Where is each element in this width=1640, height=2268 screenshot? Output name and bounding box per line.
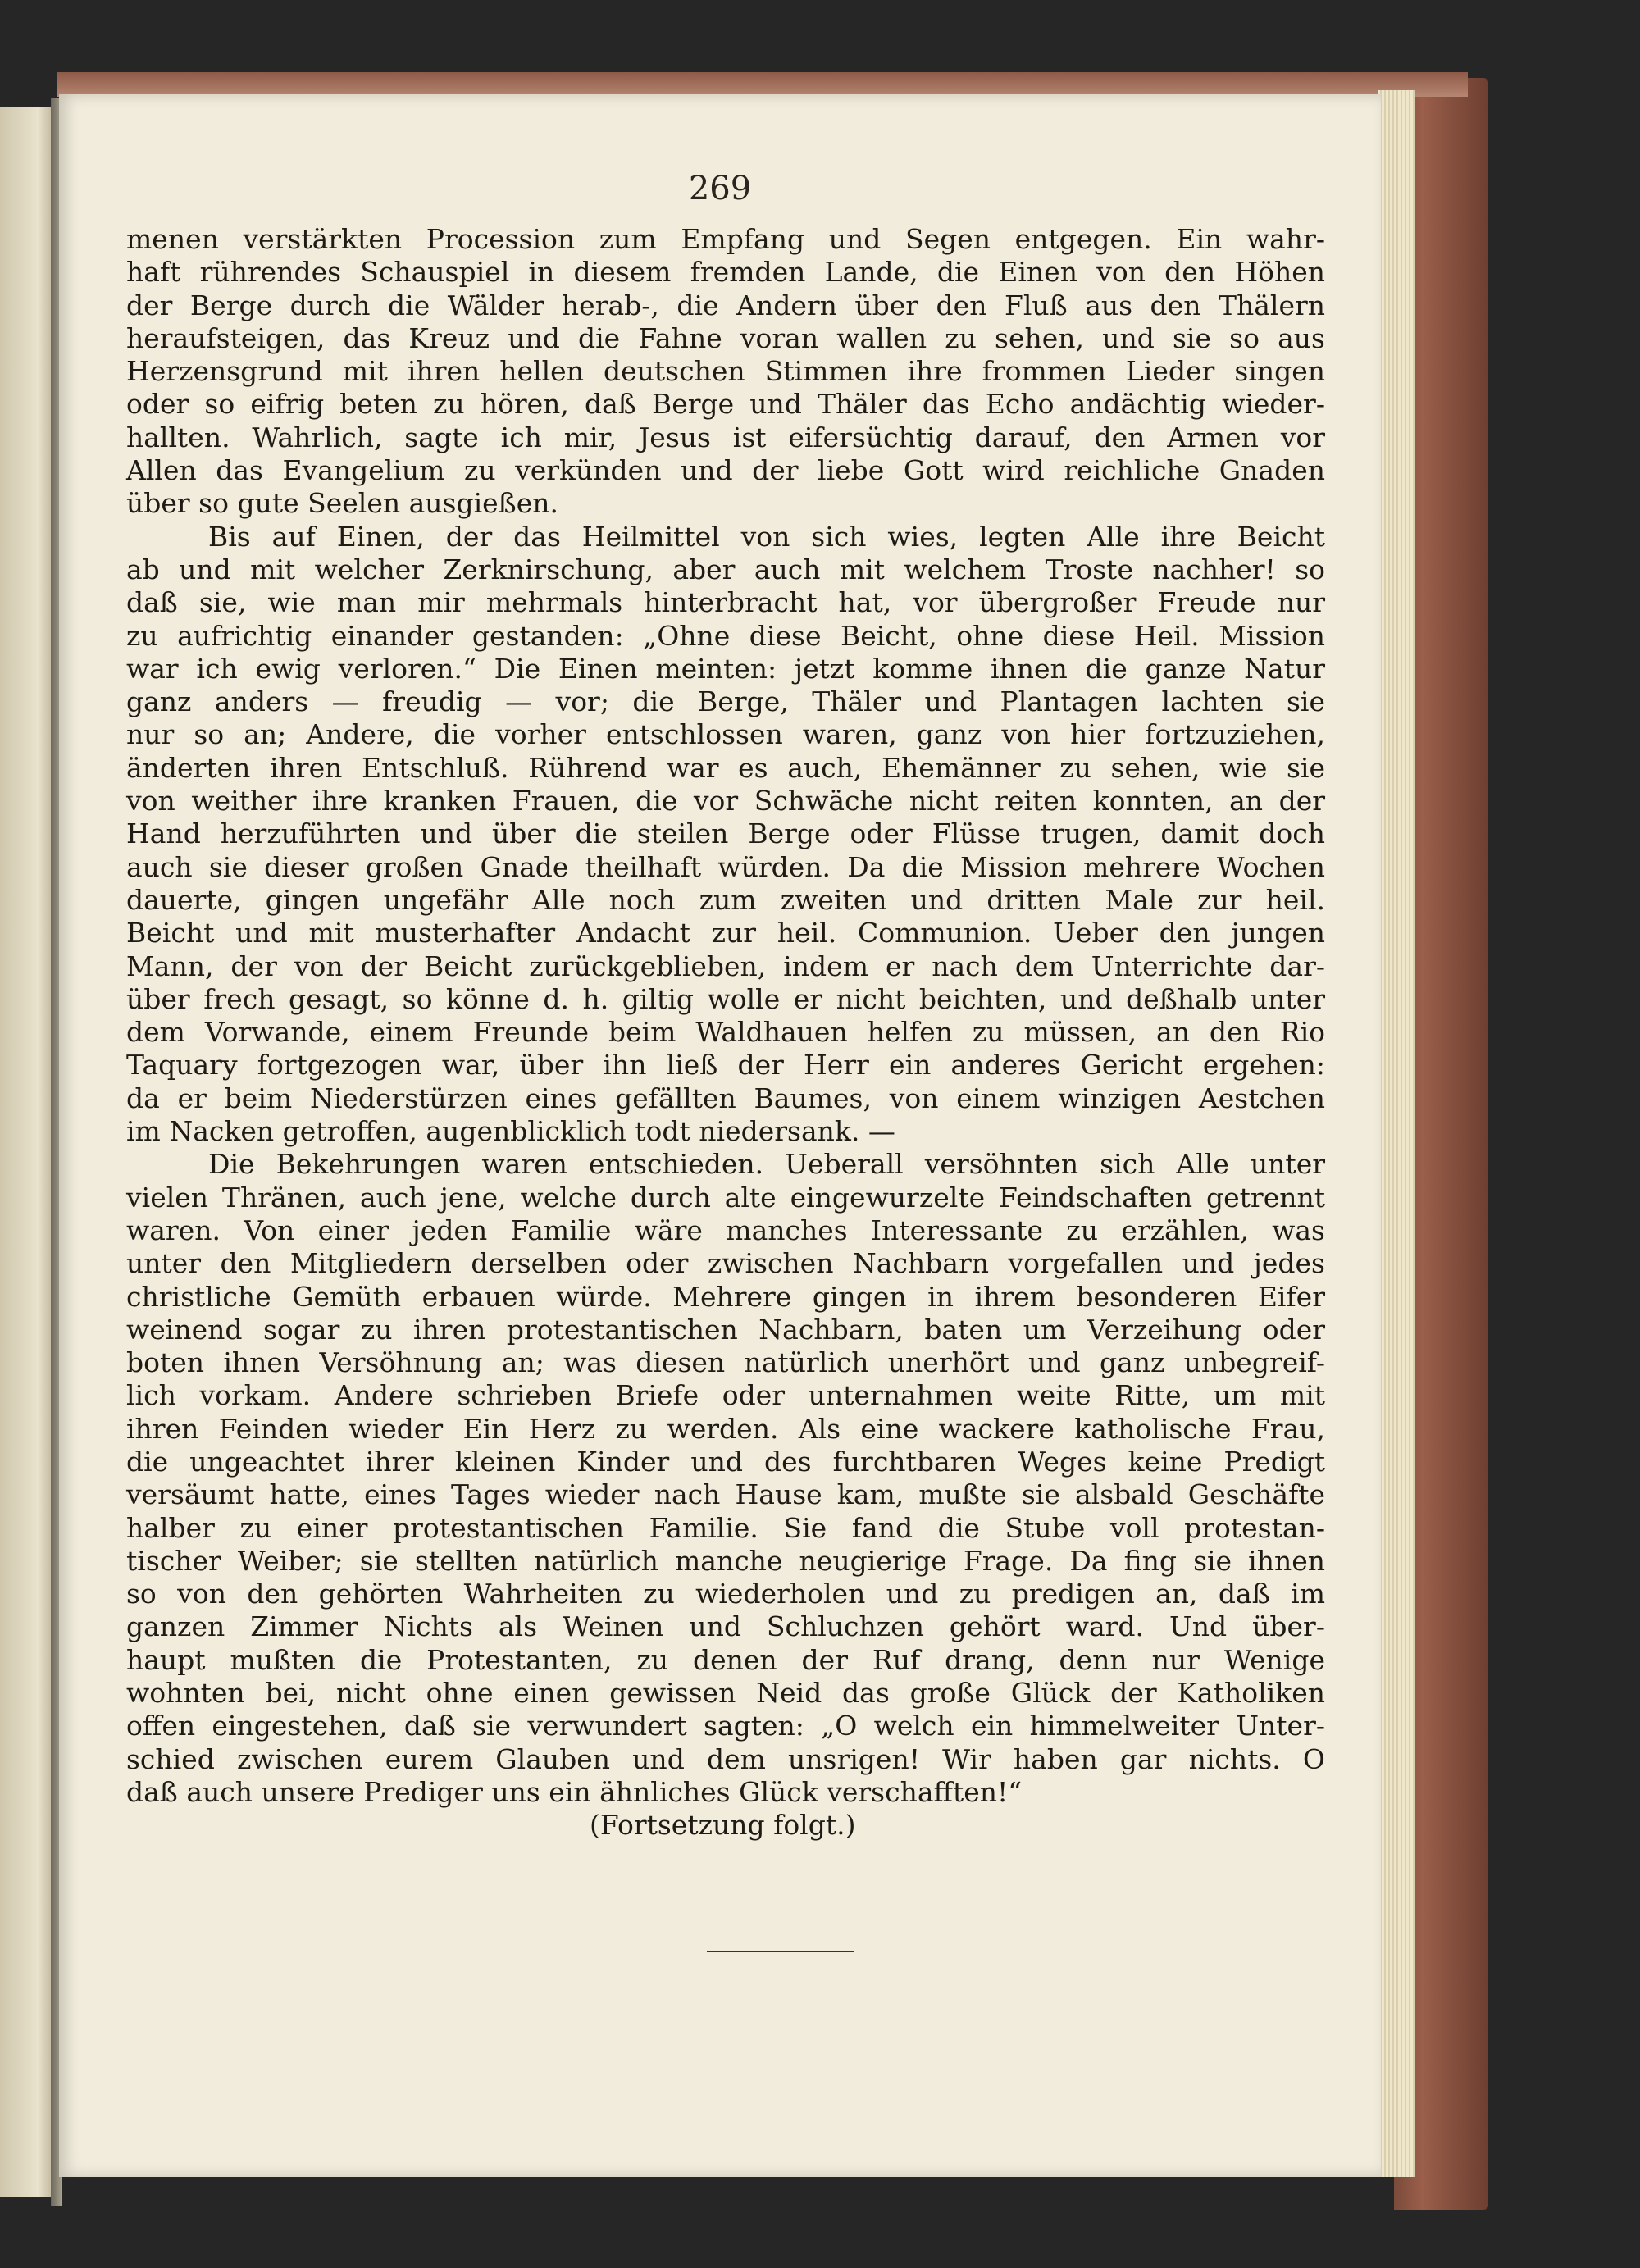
text-line: waren. Von einer jeden Familie wäre manches Interessante zu erzählen, was	[126, 1214, 1325, 1246]
text-line: ganz anders — freudig — vor; die Berge, Thäler und Plantagen lachten sie	[126, 685, 1325, 718]
text-line: im Nacken getroffen, augenblicklich todt niedersank. —	[126, 1115, 895, 1148]
page-block-edge	[1378, 90, 1414, 2177]
text-line: Herzensgrund mit ihren hellen deutschen Stimmen ihre frommen Lieder singen	[126, 355, 1325, 388]
text-line: Mann, der von der Beicht zurückgeblieben, indem er nach dem Unterrichte dar-	[126, 950, 1325, 982]
text-line: dem Vorwande, einem Freunde beim Waldhauen helfen zu müssen, an den Rio	[126, 1016, 1325, 1049]
text-line: war ich ewig verloren.“ Die Einen meinten: jetzt komme ihnen die ganze Natur	[126, 652, 1325, 685]
text-line: hallten. Wahrlich, sagte ich mir, Jesus ist eifersüchtig darauf, den Armen vor	[126, 421, 1325, 453]
text-line: Allen das Evangelium zu verkünden und der liebe Gott wird reichliche Gnaden	[126, 454, 1325, 487]
text-line: auch sie dieser großen Gnade theilhaft würden. Da die Mission mehrere Wochen	[126, 850, 1325, 883]
book-page	[59, 94, 1381, 2177]
text-line: tischer Weiber; sie stellten natürlich manche neugierige Frage. Da fing sie ihnen	[126, 1544, 1325, 1577]
text-line: über frech gesagt, so könne d. h. giltig wolle er nicht beichten, und deßhalb unter	[126, 982, 1325, 1015]
text-line: dauerte, gingen ungefähr Alle noch zum zweiten und dritten Male zur heil.	[126, 883, 1325, 916]
text-line: oder so eifrig beten zu hören, daß Berge und Thäler das Echo andächtig wieder-	[126, 388, 1325, 421]
text-line: lich vorkam. Andere schrieben Briefe oder unternahmen weite Ritte, um mit	[126, 1379, 1325, 1412]
text-line: heraufsteigen, das Kreuz und die Fahne voran wallen zu sehen, und sie so aus	[126, 321, 1325, 354]
book-cover-top	[57, 72, 1468, 97]
text-line: so von den gehörten Wahrheiten zu wiederholen und zu predigen an, daß im	[126, 1578, 1325, 1610]
text-line: haupt mußten die Protestanten, zu denen der Ruf drang, denn nur Wenige	[126, 1643, 1325, 1676]
text-line: Beicht und mit musterhafter Andacht zur heil. Communion. Ueber den jungen	[126, 917, 1325, 950]
text-line: menen verstärkten Procession zum Empfang und Segen entgegen. Ein wahr-	[126, 223, 1325, 255]
text-line: offen eingestehen, daß sie verwundert sagten: „O welch ein himmelweiter Unter-	[126, 1710, 1325, 1742]
text-line: Die Bekehrungen waren entschieden. Ueberall versöhnten sich Alle unter	[208, 1148, 1325, 1181]
text-line: daß sie, wie man mir mehrmals hinterbracht hat, vor übergroßer Freude nur	[126, 586, 1325, 619]
text-line: schied zwischen eurem Glauben und dem unsrigen! Wir haben gar nichts. O	[126, 1742, 1325, 1775]
text-line: über so gute Seelen ausgießen.	[126, 487, 559, 520]
text-line: von weither ihre kranken Frauen, die vor Schwäche nicht reiten konnten, an der	[126, 785, 1325, 817]
text-line: der Berge durch die Wälder herab-, die Andern über den Fluß aus den Thälern	[126, 289, 1325, 321]
text-line: weinend sogar zu ihren protestantischen Nachbarn, baten um Verzeihung oder	[126, 1313, 1325, 1346]
text-line: ab und mit welcher Zerknirschung, aber auch mit welchem Troste nachher! so	[126, 553, 1325, 585]
text-line: Bis auf Einen, der das Heilmittel von sich wies, legten Alle ihre Beicht	[208, 520, 1325, 553]
text-line: nur so an; Andere, die vorher entschlossen waren, ganz von hier fortzuziehen,	[126, 718, 1325, 751]
text-line: versäumt hatte, eines Tages wieder nach Hause kam, mußte sie alsbald Geschäfte	[126, 1478, 1325, 1511]
text-line: unter den Mitgliedern derselben oder zwischen Nachbarn vorgefallen und jedes	[126, 1247, 1325, 1280]
text-line: haft rührendes Schauspiel in diesem fremden Lande, die Einen von den Höhen	[126, 256, 1325, 289]
text-line: da er beim Niederstürzen eines gefällten Baumes, von einem winzigen Aestchen	[126, 1082, 1325, 1114]
page-number: 269	[688, 170, 752, 207]
page-text	[126, 223, 1325, 1842]
text-line: die ungeachtet ihrer kleinen Kinder und des furchtbaren Weges keine Predigt	[126, 1445, 1325, 1478]
left-page-edge	[0, 107, 54, 2197]
text-line: vielen Thränen, auch jene, welche durch alte eingewurzelte Feindschaften getrennt	[126, 1181, 1325, 1214]
text-line: daß auch unsere Prediger uns ein ähnliches Glück verschafften!“	[126, 1775, 1023, 1808]
footer-rule	[707, 1951, 854, 1952]
text-line: wohnten bei, nicht ohne einen gewissen Neid das große Glück der Katholiken	[126, 1677, 1325, 1710]
text-line: Taquary fortgezogen war, über ihn ließ der Herr ein anderes Gericht ergehen:	[126, 1049, 1325, 1082]
text-line: zu aufrichtig einander gestanden: „Ohne diese Beicht, ohne diese Heil. Mission	[126, 619, 1325, 652]
text-line: ganzen Zimmer Nichts als Weinen und Schluchzen gehört ward. Und über-	[126, 1610, 1325, 1643]
continuation-note: (Fortsetzung folgt.)	[590, 1809, 856, 1842]
text-line: christliche Gemüth erbauen würde. Mehrere gingen in ihrem besonderen Eifer	[126, 1280, 1325, 1313]
text-line: ihren Feinden wieder Ein Herz zu werden. Als eine wackere katholische Frau,	[126, 1412, 1325, 1445]
text-line: halber zu einer protestantischen Familie. Sie fand die Stube voll protestan-	[126, 1511, 1325, 1544]
text-line: Hand herzuführten und über die steilen Berge oder Flüsse trugen, damit doch	[126, 817, 1325, 850]
text-line: boten ihnen Versöhnung an; was diesen natürlich unerhört und ganz unbegreif-	[126, 1346, 1325, 1379]
text-line: änderten ihren Entschluß. Rührend war es auch, Ehemänner zu sehen, wie sie	[126, 751, 1325, 784]
